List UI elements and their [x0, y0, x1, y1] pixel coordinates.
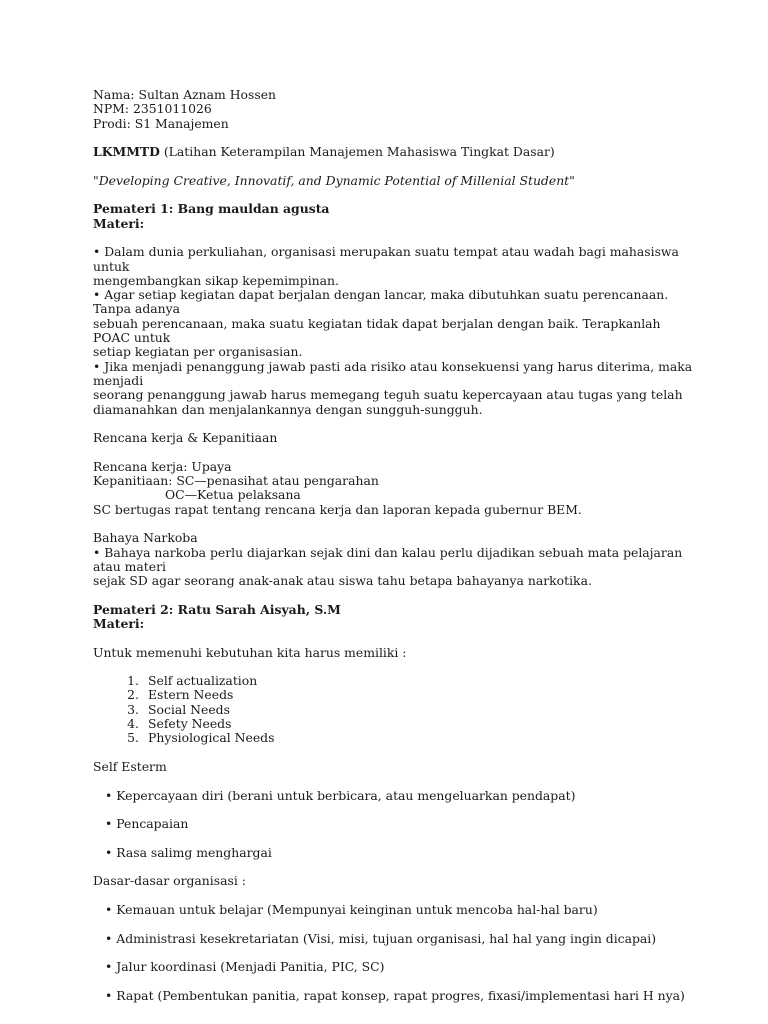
list-text: Estern Needs	[148, 687, 234, 703]
list-item	[93, 703, 693, 717]
kepanitiaan-sc: Kepanitiaan: SC—penasihat atau pengarahan	[93, 473, 379, 489]
student-prodi: Prodi: S1 Manajemen	[93, 115, 229, 131]
needs-intro: Untuk memenuhi kebutuhan kita harus memiliki :	[93, 644, 407, 660]
list-text: Sefety Needs	[148, 716, 232, 732]
list-text: Social Needs	[148, 701, 230, 717]
needs-list	[93, 674, 693, 745]
list-item	[93, 717, 693, 731]
list-text: Physiological Needs	[148, 730, 275, 746]
pemateri1-point: • Agar setiap kegiatan dapat berjalan dengan lancar, maka dibutuhkan suatu perencanaan. Tanpa adanya sebuah perencanaan, maka suatu kegiatan tidak dapat berjalan dengan baik. Terapkanlah POAC untuk setiap kegiatan per organisasian.	[93, 287, 669, 360]
narkoba-point: • Bahaya narkoba perlu diajarkan sejak dini dan kalau perlu dijadikan sebuah mata pelajaran atau materi sejak SD agar seorang anak-anak atau siswa tahu betapa bahayanya narkotika.	[93, 544, 683, 589]
event-acronym: LKMMTD	[93, 144, 160, 160]
dasar-item: • Jalur koordinasi (Menjadi Panitia, PIC, SC)	[105, 959, 385, 975]
event-tagline: "Developing Creative, Innovatif, and Dynamic Potential of Millenial Student"	[93, 172, 575, 188]
self-esterm-item: • Pencapaian	[105, 816, 189, 832]
sc-note: SC bertugas rapat tentang rencana kerja dan laporan kepada gubernur BEM.	[93, 501, 582, 517]
pemateri1-point: • Dalam dunia perkuliahan, organisasi merupakan suatu tempat atau wadah bagi mahasiswa untuk mengembangkan sikap kepemimpinan.	[93, 244, 679, 288]
event-title	[93, 145, 693, 159]
student-npm: NPM: 2351011026	[93, 101, 212, 117]
dasar-heading: Dasar-dasar organisasi :	[93, 873, 246, 889]
rencana-kerja: Rencana kerja: Upaya	[93, 458, 232, 474]
list-item	[93, 674, 693, 688]
list-number: 1.	[127, 673, 139, 689]
student-name: Nama: Sultan Aznam Hossen	[93, 87, 277, 102]
list-number: 4.	[127, 716, 139, 732]
list-text: Self actualization	[148, 673, 258, 689]
dasar-item: • Administrasi kesekretariatan (Visi, misi, tujuan organisasi, hal hal yang ingin dicapai)	[105, 930, 657, 946]
list-number: 5.	[127, 730, 139, 746]
list-item	[93, 731, 693, 745]
self-esterm-heading: Self Esterm	[93, 758, 167, 774]
rencana-heading: Rencana kerja & Kepanitiaan	[93, 430, 278, 446]
pemateri2-materi-label: Materi:	[93, 615, 145, 631]
dasar-item: • Kemauan untuk belajar (Mempunyai keinginan untuk mencoba hal-hal baru)	[105, 901, 598, 917]
narkoba-heading: Bahaya Narkoba	[93, 530, 198, 546]
event-fullname: (Latihan Keterampilan Manajemen Mahasiswa Tingkat Dasar)	[159, 144, 555, 160]
pemateri2-title: Pemateri 2: Ratu Sarah Aisyah, S.M	[93, 601, 341, 617]
pemateri1-title: Pemateri 1: Bang mauldan agusta	[93, 201, 330, 217]
self-esterm-item: • Kepercayaan diri (berani untuk berbicara, atau mengeluarkan pendapat)	[105, 787, 576, 803]
list-number: 2.	[127, 687, 139, 703]
dasar-item: • Rapat (Pembentukan panitia, rapat konsep, rapat progres, fixasi/implementasi hari H nya)	[105, 987, 685, 1003]
pemateri1-materi-label: Materi:	[93, 215, 145, 231]
document-body	[93, 88, 693, 1003]
self-esterm-item: • Rasa salimg menghargai	[105, 844, 272, 860]
list-number: 3.	[127, 701, 139, 717]
kepanitiaan-oc: OC—Ketua pelaksana	[165, 487, 301, 503]
list-item	[93, 688, 693, 702]
pemateri1-point: • Jika menjadi penanggung jawab pasti ada risiko atau konsekuensi yang harus diterima, maka menjadi seorang penanggung jawab harus memegang teguh suatu kepercayaan atau tugas yang telah diamanahkan dan menjalankannya dengan sungguh-sungguh.	[93, 358, 693, 417]
